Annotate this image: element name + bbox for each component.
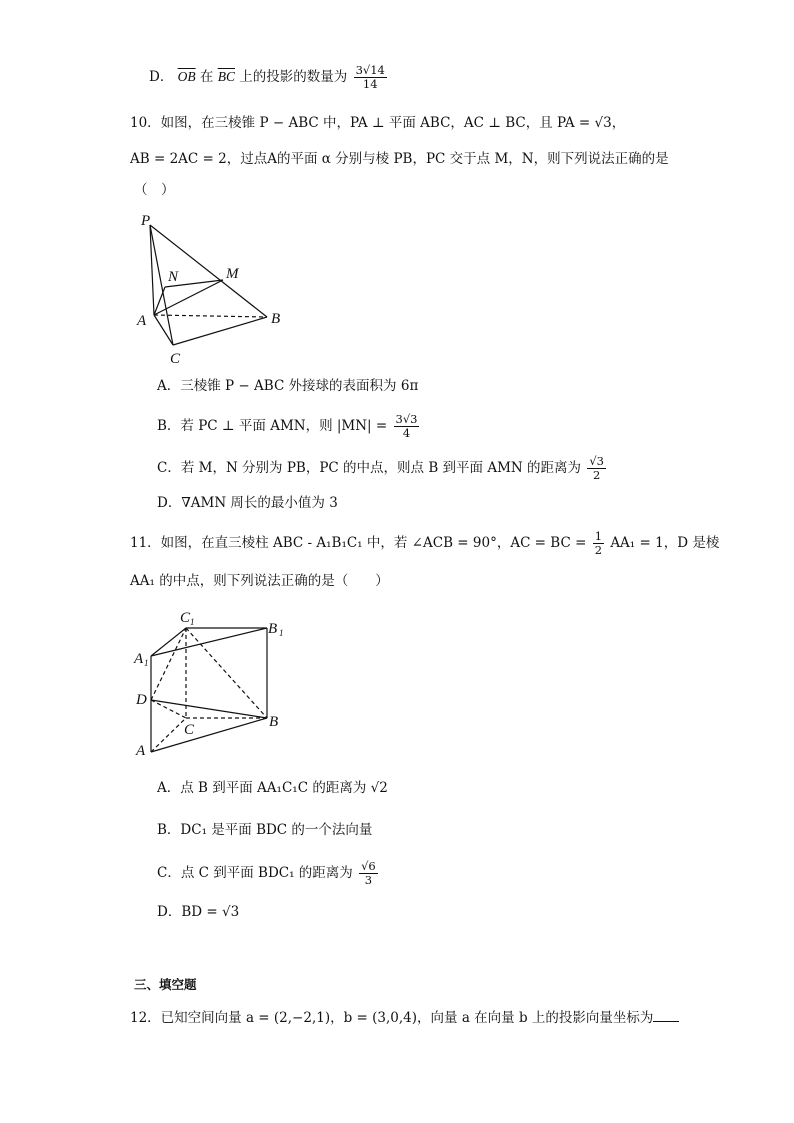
- fraction: [587, 455, 606, 482]
- numerator: √3: [589, 454, 604, 468]
- q10-answer-paren: （ ）: [134, 182, 175, 198]
- denominator: 3: [364, 873, 373, 887]
- label-a: A: [137, 313, 147, 329]
- prism-figure: [130, 605, 300, 760]
- label-p: P: [141, 213, 151, 229]
- label-m: M: [226, 266, 239, 282]
- q11-option-a: A．点 B 到平面 AA₁C₁C 的距离为 √2: [157, 780, 388, 796]
- label-n: N: [168, 269, 179, 285]
- fraction: [593, 530, 604, 557]
- vector-bc: $\overline{BC}$: [217, 69, 235, 84]
- label-b: B: [269, 714, 279, 730]
- segment-db: [151, 700, 267, 718]
- label-c1: C: [180, 610, 191, 626]
- fraction: [354, 64, 387, 91]
- denominator: 2: [594, 543, 603, 557]
- answer-blank[interactable]: [653, 1007, 679, 1022]
- text: B．若 PC ⊥ 平面 AMN，则 |MN| =: [157, 418, 388, 434]
- label-d: D: [136, 692, 147, 708]
- segment-dc1-hidden: [151, 628, 186, 700]
- q10-stem-line2: AB = 2AC = 2，过点A的平面 α 分别与棱 PB，PC 交于点 M，N，则下列说法正确的是: [130, 151, 669, 167]
- segment-c1b-hidden: [186, 628, 267, 718]
- q10-option-a: A．三棱锥 P − ABC 外接球的表面积为 6π: [157, 378, 419, 394]
- q11-option-c: [157, 860, 380, 887]
- numerator: 1: [594, 529, 603, 543]
- label-b: B: [271, 311, 281, 327]
- section-title: 三、填空题: [134, 977, 197, 992]
- numerator: 3√3: [395, 412, 418, 426]
- fraction: [394, 413, 420, 440]
- vector-ob: $\overline{OB}$: [177, 69, 196, 84]
- denominator: 4: [402, 426, 411, 440]
- label-c: C: [184, 722, 195, 738]
- label-a: A: [136, 743, 146, 759]
- fraction: [359, 860, 378, 887]
- text: 上的投影的数量为: [239, 69, 348, 85]
- option-label: D．: [149, 69, 174, 85]
- numerator: √6: [361, 859, 376, 873]
- q12-stem: [130, 1007, 679, 1028]
- subscript: 1: [279, 628, 284, 638]
- q11-option-d: D．BD = √3: [157, 904, 240, 920]
- label-c: C: [170, 351, 181, 367]
- text: 11．如图，在直三棱柱 ABC - A₁B₁C₁ 中，若 ∠ACB = 90°，AC = BC =: [130, 535, 587, 551]
- pyramid-figure: [130, 205, 300, 370]
- q11-option-b: B．DC₁ 是平面 BDC 的一个法向量: [157, 822, 373, 838]
- text: AA₁ = 1，D 是棱: [610, 535, 720, 551]
- text: 在: [199, 69, 214, 85]
- q11-stem-line1: [130, 530, 719, 557]
- subscript: 1: [144, 658, 149, 668]
- denominator: 14: [362, 77, 378, 91]
- text: C．点 C 到平面 BDC₁ 的距离为: [157, 865, 353, 881]
- edge-ab-hidden: [154, 315, 267, 317]
- subscript: 1: [190, 617, 195, 627]
- denominator: 2: [592, 468, 601, 482]
- text: C．若 M，N 分别为 PB，PC 的中点，则点 B 到平面 AMN 的距离为: [157, 460, 582, 476]
- label-a1: A: [134, 651, 144, 667]
- numerator: 3√14: [355, 63, 385, 77]
- text: 12．已知空间向量 a = (2,−2,1)，b = (3,0,4)，向量 a 在向量 b 上的投影向量坐标为: [130, 1010, 654, 1026]
- q9-option-d: [149, 64, 389, 91]
- q10-option-c: [157, 455, 608, 482]
- q11-stem-line2: AA₁ 的中点，则下列说法正确的是（ ）: [130, 573, 389, 589]
- q10-option-d: D．∇AMN 周长的最小值为 3: [157, 495, 338, 511]
- q10-option-b: [157, 413, 421, 440]
- label-b1: B: [268, 621, 278, 637]
- edge-cb: [173, 317, 267, 345]
- q10-stem-line1: 10．如图，在三棱锥 P − ABC 中，PA ⊥ 平面 ABC，AC ⊥ BC，且 PA = √3，: [130, 115, 626, 131]
